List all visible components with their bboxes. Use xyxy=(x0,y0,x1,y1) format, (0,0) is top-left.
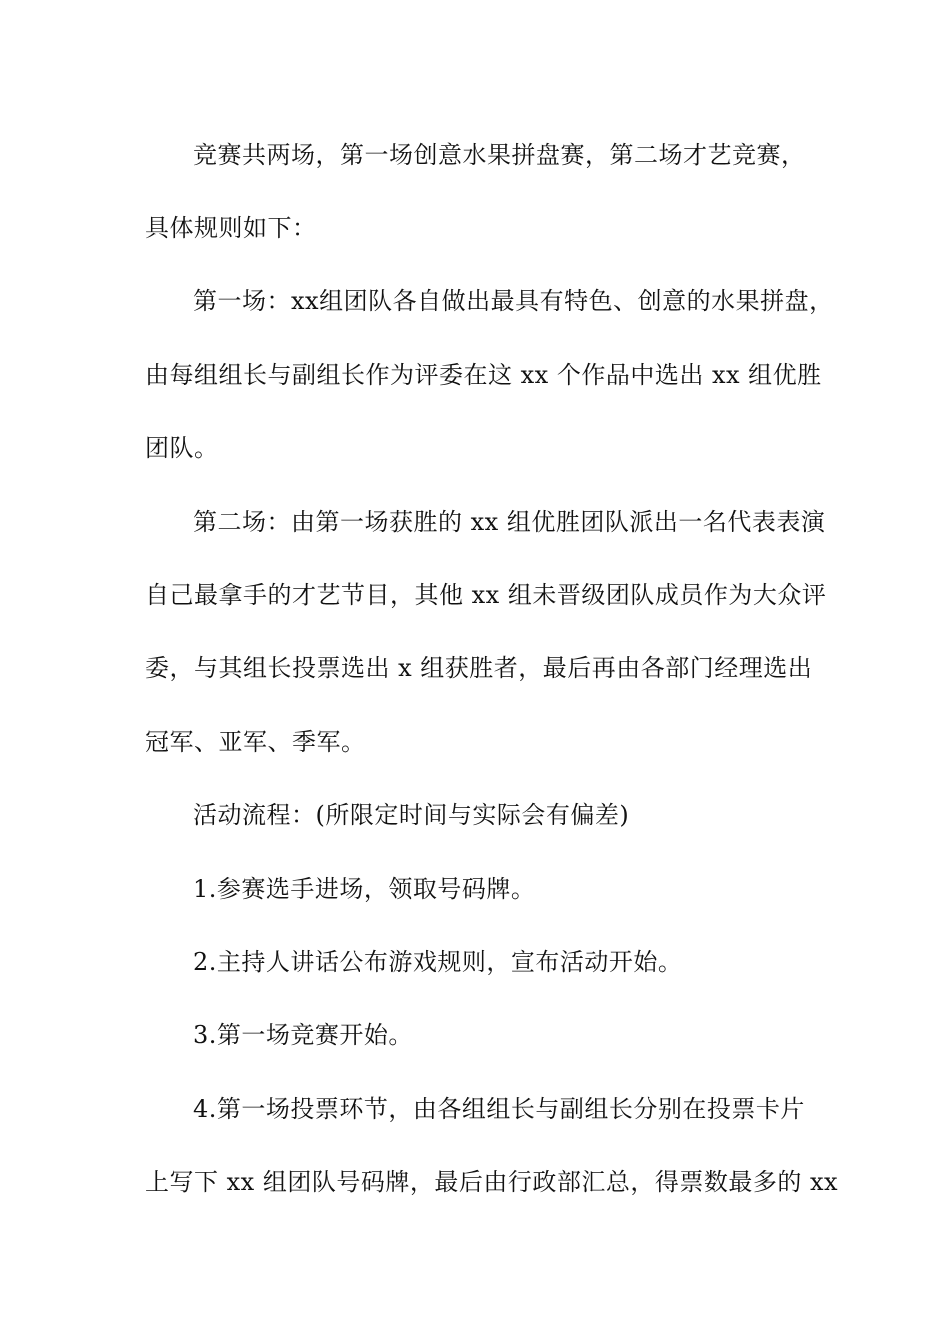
list-item: 2.主持人讲话公布游戏规则，宣布活动开始。 xyxy=(193,948,683,976)
list-item: 3.第一场竞赛开始。 xyxy=(193,1021,413,1049)
paragraph-line: 上写下 xx 组团队号码牌，最后由行政部汇总，得票数最多的 xx xyxy=(145,1168,839,1196)
list-item: 1.参赛选手进场，领取号码牌。 xyxy=(193,875,536,903)
paragraph-line: 活动流程：(所限定时间与实际会有偏差) xyxy=(193,801,630,829)
paragraph-line: 由每组组长与副组长作为评委在这 xx 个作品中选出 xx 组优胜 xyxy=(145,361,822,389)
paragraph-line: 竞赛共两场，第一场创意水果拼盘赛，第二场才艺竞赛， xyxy=(193,141,806,169)
paragraph-line: 具体规则如下： xyxy=(145,214,317,242)
paragraph-line: 冠军、亚军、季军。 xyxy=(145,728,366,756)
list-item: 4.第一场投票环节，由各组组长与副组长分别在投票卡片 xyxy=(193,1095,805,1123)
paragraph-line: 团队。 xyxy=(145,434,219,462)
paragraph-line: 第二场：由第一场获胜的 xx 组优胜团队派出一名代表表演 xyxy=(193,508,826,536)
paragraph-line: 委，与其组长投票选出 x 组获胜者，最后再由各部门经理选出 xyxy=(145,654,813,682)
paragraph-line: 第一场：xx组团队各自做出最具有特色、创意的水果拼盘， xyxy=(193,287,834,315)
paragraph-line: 自己最拿手的才艺节目，其他 xx 组未晋级团队成员作为大众评 xyxy=(145,581,827,609)
